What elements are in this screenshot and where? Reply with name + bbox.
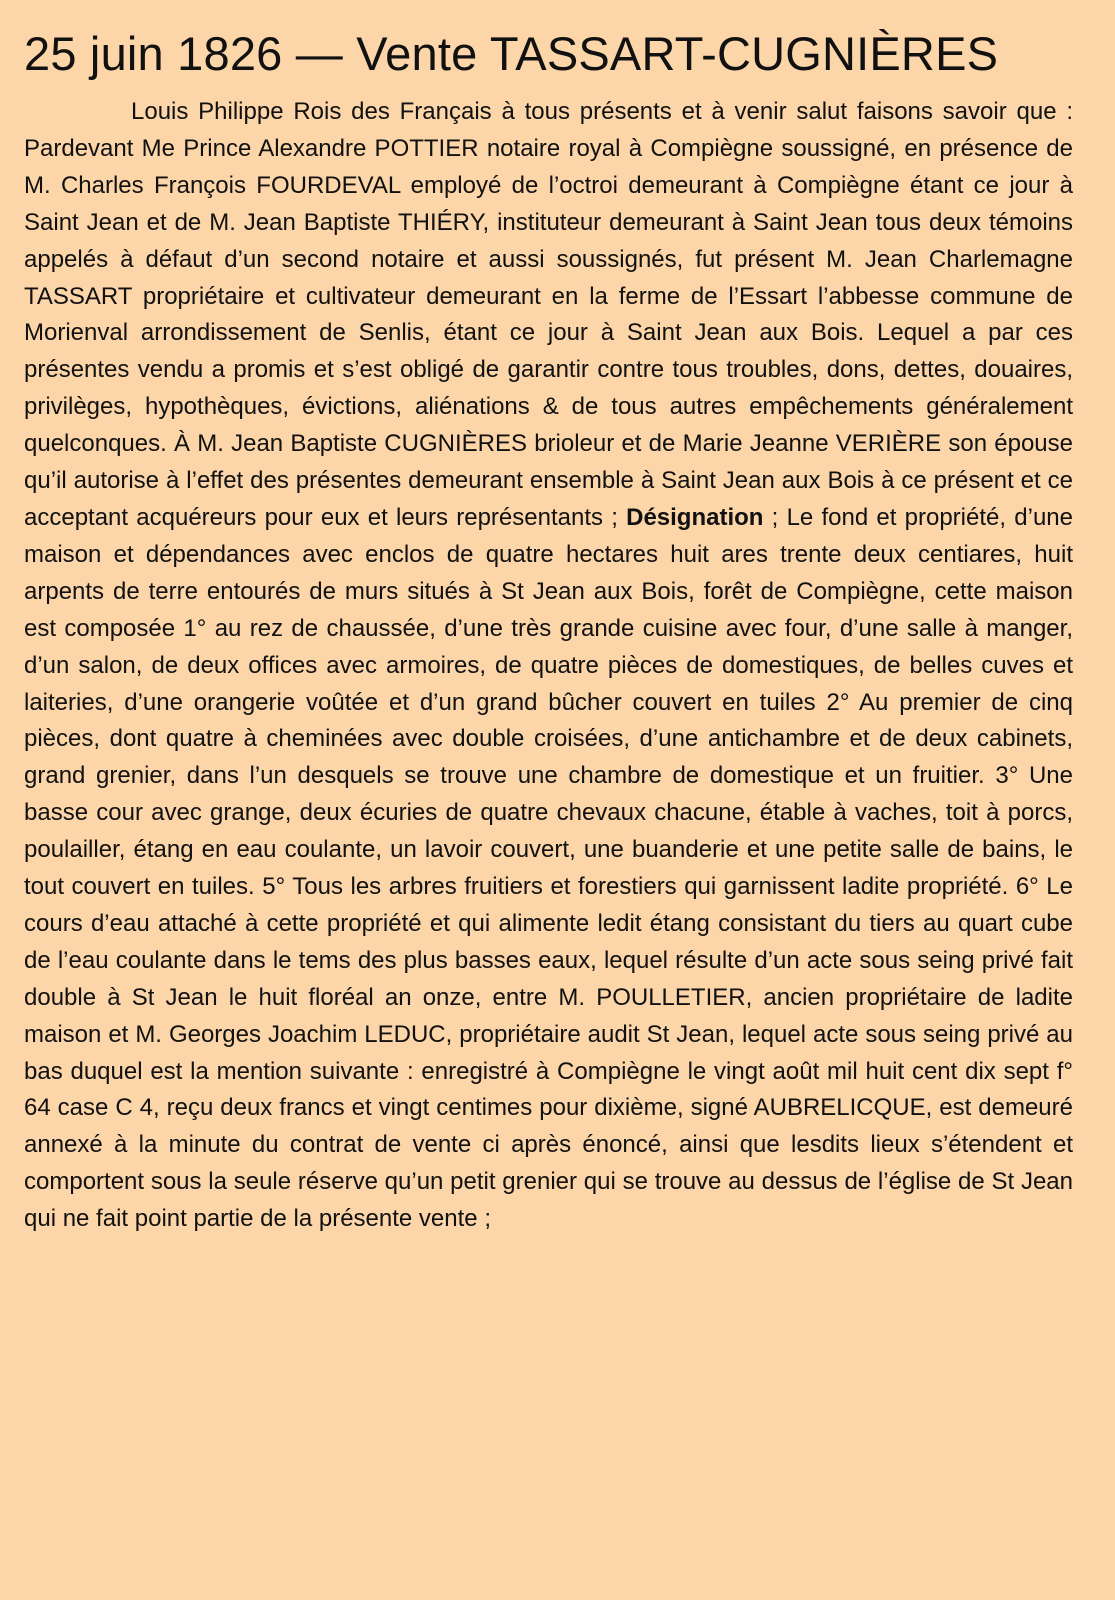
deed-text-designation: ; Le fond et propriété, d’une maison et dépendances avec enclos de quatre hectares huit ares trente deux centiares, huit arpents de terre entourés de murs situés à St Jean aux Bois, forêt de Compiègne, cette maison est composée 1° au rez de chaussée, d’une très grande cuisine avec four, d’une salle à manger, d’un salon, de deux offices avec armoires, de quatre pièces de domestiques, de belles cuves et laiteries, d’une orangerie voûtée et d’un grand bûcher couvert en tuiles 2° Au premier de cinq pièces, dont quatre à cheminées avec double croisées, d’une antichambre et de deux cabinets, grand grenier, dans l’un desquels se trouve une chambre de domestique et un fruitier. 3° Une basse cour avec grange, deux écuries de quatre chevaux chacune, étable à vaches, toit à porcs, poulailler, étang en eau coulante, un lavoir couvert, une buanderie et une petite salle de bains, le tout couvert en tuiles. 5° Tous les arbres fruitiers et forestiers qui garnissent ladite propriété. 6° Le cours d’eau attaché à cette propriété et qui alimente ledit étang consistant du tiers au quart cube de l’eau coulante dans le tems des plus basses eaux, lequel résulte d’un acte sous seing privé fait double à St Jean le huit floréal an onze, entre M. POULLETIER, ancien propriétaire de ladite maison et M. Georges Joachim LEDUC, propriétaire audit St Jean, lequel acte sous seing privé au bas duquel est la mention suivante : enregistré à Compiègne le vingt août mil huit cent dix sept f° 64 case C 4, reçu deux francs et vingt centimes pour dixième, signé AUBRELICQUE, est demeuré annexé à la minute du contrat de vente ci après énoncé, ainsi que lesdits lieux s’étendent et comportent sous la seule réserve qu’un petit grenier qui se trouve au dessus de l’église de St Jean qui ne fait point partie de la présente vente ; <box>24 503 1073 1233</box>
deed-text-intro: Louis Philippe Rois des Français à tous présents et à venir salut faisons savoir que : Pardevant Me Prince Alexandre POTTIER notaire royal à Compiègne soussigné, en présence de M. Charles François FOURDEVAL employé de l’octroi demeurant à Compiègne étant ce jour à Saint Jean et de M. Jean Baptiste THIÉRY, instituteur demeurant à Saint Jean tous deux témoins appelés à défaut d’un second notaire et aussi soussignés, fut présent M. Jean Charlemagne TASSART propriétaire et cultivateur demeurant en la ferme de l’Essart l’abbesse commune de Morienval arrondissement de Senlis, étant ce jour à Saint Jean aux Bois. Lequel a par ces présentes vendu a promis et s’est obligé de garantir contre tous troubles, dons, dettes, douaires, privilèges, hypothèques, évictions, aliénations & de tous autres empêchements généralement quelconques. À M. Jean Baptiste CUGNIÈRES brioleur et de Marie Jeanne VERIÈRE son épouse qu’il autorise à l’effet des présentes demeurant ensemble à Saint Jean aux Bois à ce présent et ce acceptant acquéreurs pour eux et leurs représentants ; <box>24 98 1073 531</box>
document-title: 25 juin 1826 — Vente TASSART-CUGNIÈRES <box>24 27 999 80</box>
deed-paragraph <box>24 94 1073 1238</box>
designation-heading: Désignation <box>626 503 764 531</box>
